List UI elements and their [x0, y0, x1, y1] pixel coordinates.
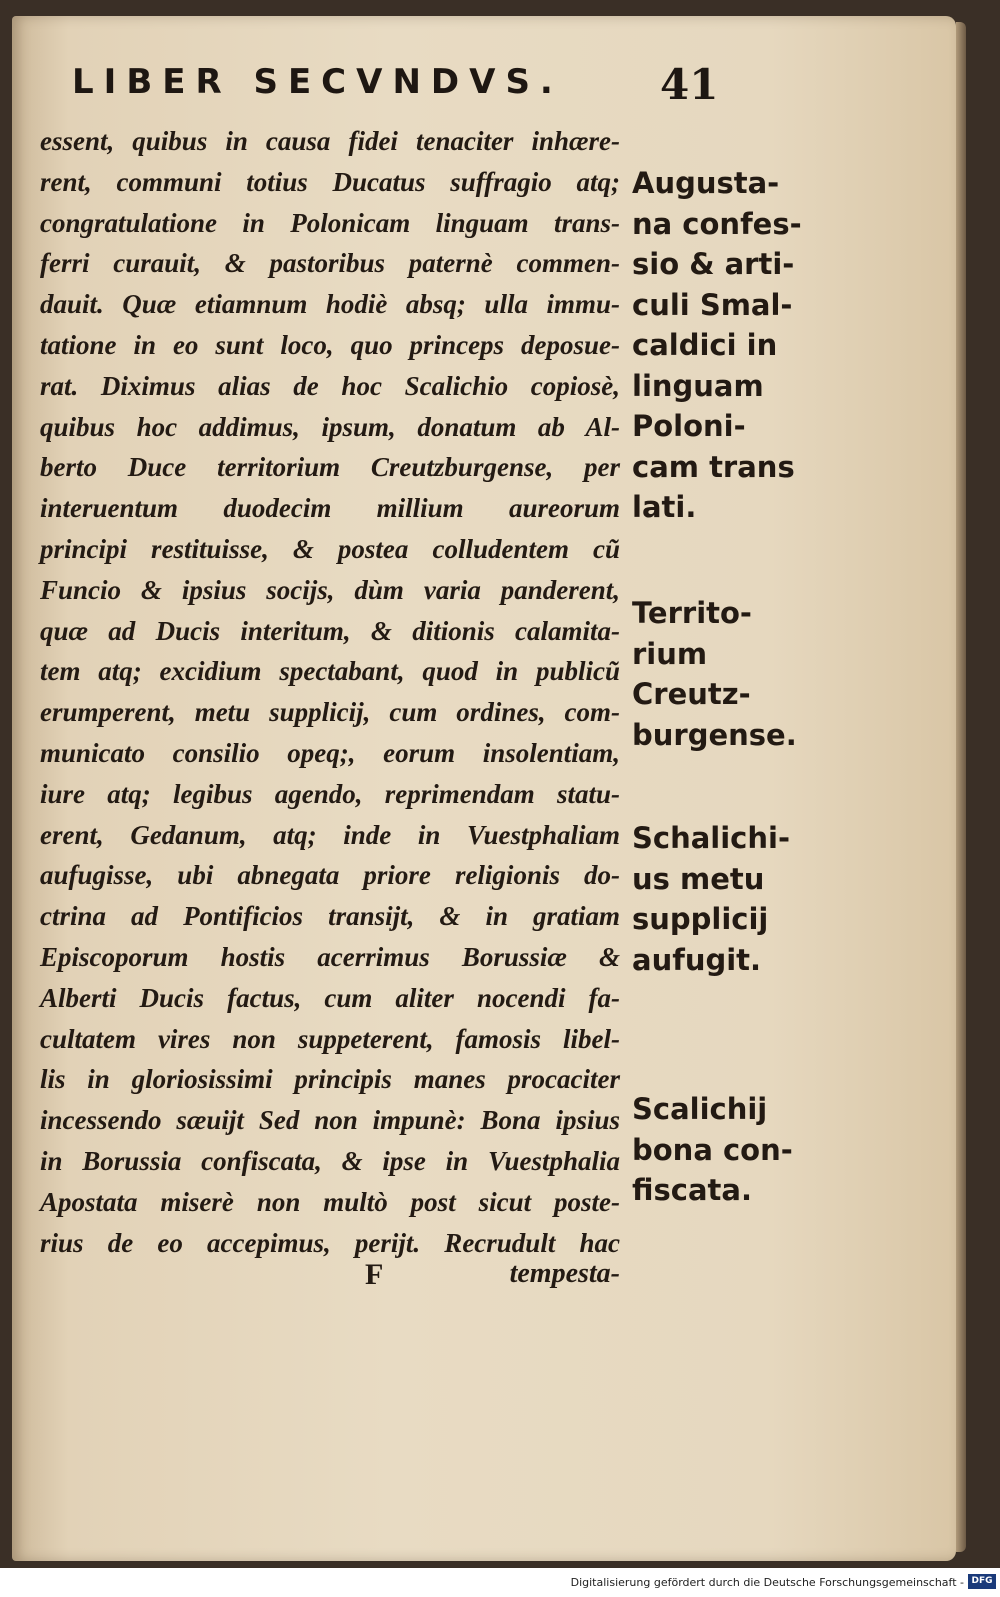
text-line: rius de eo accepimus, perijt. Recrudult hac: [40, 1227, 620, 1258]
text-line: in Borussia confiscata, & ipse in Vuestphalia: [40, 1145, 620, 1176]
text-line: ferri curauit, & pastoribus paternè commen-: [40, 248, 620, 279]
dfg-logo: DFG: [968, 1574, 996, 1589]
text-line: rent, communi totius Ducatus suffragio atq;: [40, 166, 620, 197]
marginal-line: Augusta-: [632, 166, 780, 200]
page-number: 41: [660, 60, 719, 109]
text-line: cultatem vires non suppeterent, famosis libel-: [40, 1023, 620, 1054]
text-line: iure atq; legibus agendo, reprimendam statu-: [40, 778, 620, 809]
running-head: LIBER SECVNDVS.: [72, 62, 563, 102]
marginal-line: Schalichi-: [632, 821, 790, 855]
text-line: municato consilio opeq;, eorum insolentiam,: [40, 737, 620, 768]
catchword: tempesta-: [509, 1258, 620, 1289]
text-line: aufugisse, ubi abnegata priore religionis do-: [40, 860, 620, 891]
marginal-line: Territo-: [632, 596, 752, 630]
marginal-note-territorium: [632, 593, 812, 755]
marginal-line: burgense.: [632, 717, 797, 752]
text-line: incessendo sæuijt Sed non impunè: Bona ipsius: [40, 1105, 620, 1136]
text-line: berto Duce territorium Creutzburgense, per: [40, 452, 620, 483]
marginal-line: sio & arti-: [632, 247, 795, 281]
text-line: interuentum duodecim millium aureorum: [40, 493, 620, 524]
text-line: quibus hoc addimus, ipsum, donatum ab Al-: [40, 411, 620, 442]
text-line: Alberti Ducis factus, cum aliter nocendi fa-: [40, 982, 620, 1013]
text-line: Funcio & ipsius socijs, dùm varia panderent,: [40, 574, 620, 605]
marginal-line: cam trans: [632, 449, 795, 484]
marginal-line: lati.: [632, 490, 697, 524]
signature-mark: F: [365, 1258, 384, 1291]
marginal-line: Scalichij: [632, 1092, 768, 1126]
text-line: principi restituisse, & postea colludentem cũ: [40, 533, 620, 564]
marginal-line: aufugit.: [632, 942, 762, 977]
marginal-line: fiscata.: [632, 1173, 752, 1207]
page-edge: [956, 22, 966, 1552]
catchword-line: [40, 1258, 620, 1300]
text-line: rat. Diximus alias de hoc Scalichio copiosè,: [40, 370, 620, 401]
marginal-line: Poloni-: [632, 409, 746, 443]
marginal-line: caldici in: [632, 328, 778, 362]
text-line: tem atq; excidium spectabant, quod in publicũ: [40, 656, 620, 687]
text-line: lis in gloriosissimi principis manes procaciter: [40, 1064, 620, 1095]
text-line: congratulatione in Polonicam linguam trans-: [40, 207, 620, 238]
footer-credit: Digitalisierung gefördert durch die Deutsche Forschungsgemeinschaft -: [570, 1576, 964, 1589]
marginal-line: supplicij: [632, 902, 769, 936]
marginal-note-schalichius: [632, 818, 812, 980]
main-text-block: [40, 121, 620, 1263]
text-line: dauit. Quæ etiamnum hodiè absq; ulla immu-: [40, 289, 620, 320]
marginal-note-augustana: [632, 163, 812, 528]
footer-bar: [0, 1568, 1000, 1597]
text-line: Apostata miserè non multò post sicut poste-: [40, 1186, 620, 1217]
marginal-line: culi Smal-: [632, 287, 793, 322]
text-line: erumperent, metu supplicij, cum ordines, com-: [40, 697, 620, 728]
marginal-line: linguam: [632, 368, 764, 403]
text-line: erent, Gedanum, atq; inde in Vuestphaliam: [40, 819, 620, 850]
text-line: quæ ad Ducis interitum, & ditionis calamita-: [40, 615, 620, 646]
text-line: essent, quibus in causa fidei tenaciter inhære-: [40, 126, 620, 156]
marginal-line: bona con-: [632, 1132, 793, 1167]
marginal-line: Creutz-: [632, 677, 751, 711]
marginal-note-scalichij: [632, 1089, 812, 1211]
marginal-line: na confes-: [632, 206, 802, 241]
text-line: Episcoporum hostis acerrimus Borussiæ &: [40, 941, 620, 972]
text-line: ctrina ad Pontificios transijt, & in gratiam: [40, 901, 620, 932]
text-line: tatione in eo sunt loco, quo princeps deposue-: [40, 329, 620, 360]
marginal-line: us metu: [632, 861, 765, 896]
marginal-line: rium: [632, 636, 708, 671]
